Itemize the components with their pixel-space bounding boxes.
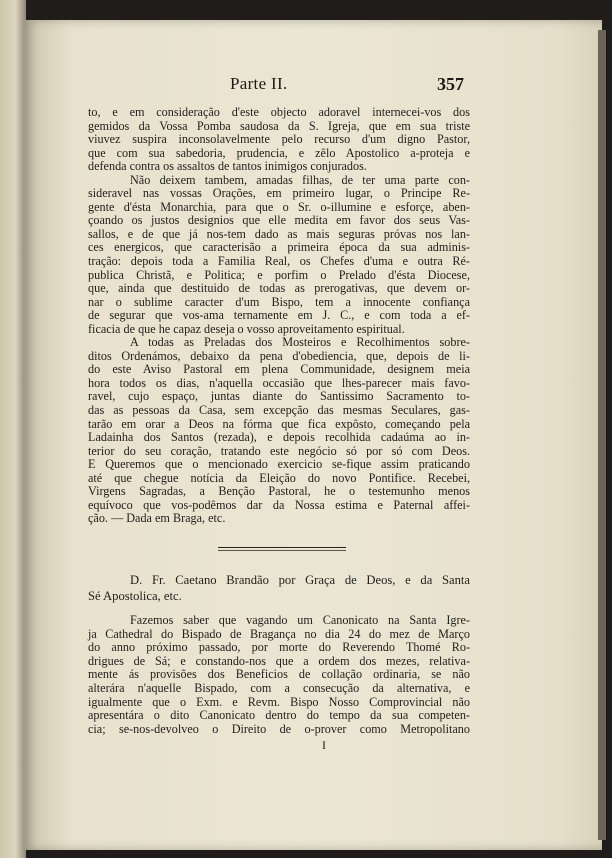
- text-line: sallos, e de que já nos-tem dado as mais seguras próvas nos lan-: [88, 226, 470, 241]
- text-line: alterára n'aquelle Bispado, com a consecução da alternativa, e: [88, 680, 470, 695]
- text-line: ficacia de que he capaz deseja o vosso aproveitamento espiritual.: [88, 321, 405, 336]
- text-line: do anno próximo passado, por morte do Reverendo Thomé Ro-: [88, 640, 470, 655]
- text-line: ravel, cujo espaço, juntas diante do Santissimo Sacramento to-: [88, 389, 470, 404]
- text-line: apresentára o dito Canonicato dentro do tempo da sua competen-: [88, 708, 470, 723]
- text-line: ditos Ordenámos, debaixo da pena d'obediencia, que, depois de li-: [88, 348, 470, 363]
- text-line: ção. — Dada em Braga, etc.: [88, 511, 226, 526]
- decree-body-text: [88, 614, 470, 736]
- text-line: tarão em orar a Deos na fórma que fica expôsto, começando pela: [88, 416, 470, 431]
- body-text: [88, 106, 470, 526]
- decree-heading: [88, 572, 470, 604]
- text-line: sideravel nas vossas Orações, em primeiro lugar, o Principe Re-: [88, 186, 470, 201]
- text-line: que, ainda que destituido de todas as prerogativas, que devem or-: [88, 281, 470, 296]
- text-line: drigues de Sá; e constando-nos que a ordem dos mezes, relativa-: [88, 653, 470, 668]
- text-line: gente d'ésta Monarchia, para que o Sr. o-illumine e esforçe, aben-: [88, 199, 470, 214]
- text-line: defenda contra os assaltos de tantos inimigos conjurados.: [88, 159, 367, 174]
- text-line: do este Aviso Pastoral em plena Communidade, designem meia: [88, 362, 470, 377]
- section-divider-rule: [218, 547, 346, 548]
- text-line: até que chegue notícia da Eleição do novo Pontifice. Recebei,: [88, 470, 470, 485]
- text-line: ja Cathedral do Bispado de Bragança no dia 24 do mez de Março: [88, 626, 470, 641]
- text-line: çoando os justos designios que elle medita em favor dos seus Vas-: [88, 213, 470, 228]
- text-line: mente ás provisões dos Beneficios de collação ordinaria, se não: [88, 667, 470, 682]
- text-line: Sé Apostolica, etc.: [88, 589, 182, 603]
- text-line: to, e em consideração d'este objecto adoravel internecei-vos dos: [88, 105, 470, 119]
- text-line: gemidos da Vossa Pomba saudosa da S. Igreja, que em sua triste: [88, 118, 470, 133]
- text-line: ces energicos, que caracterisão a primeira época da sua adminis-: [88, 240, 470, 255]
- text-line: viuvez suspira inconsolavelmente pelo recurso d'um digno Pastor,: [88, 132, 470, 147]
- text-line: hora todos os dias, n'aquella occasião que lhes-parecer mais favo-: [88, 375, 470, 390]
- text-line: publica Christã, e Politica; e porfim o Prelado d'ésta Diocese,: [88, 267, 470, 282]
- page-fore-edge: [598, 30, 606, 840]
- text-line: que com sua sabedoria, prudencia, e zêlo Apostolico a-proteja e: [88, 145, 470, 160]
- text-line: igualmente que o Exm. e Revm. Bispo Nosso Comprovincial não: [88, 694, 470, 709]
- text-line: A todas as Preladas dos Mosteiros e Recolhimentos sobre-: [130, 335, 470, 350]
- running-head: Parte II.: [230, 74, 288, 93]
- text-line: tração: depois toda a Familia Real, os Chefes d'uma e outra Ré-: [88, 254, 470, 269]
- text-line: terior do seu coração, tratando este negócio só por só com Deos.: [88, 443, 470, 458]
- text-line: Não deixem tambem, amadas filhas, de ter uma parte con-: [130, 172, 470, 187]
- text-line: D. Fr. Caetano Brandão por Graça de Deos, e da Santa: [130, 573, 470, 587]
- text-line: E Queremos que o mencionado exercicio se-fique assim praticando: [88, 457, 470, 472]
- text-line: de segurar que vos-ama ternamente em J. C., e com toda a ef-: [88, 308, 470, 323]
- page-number: 357: [437, 74, 464, 94]
- text-line: equívoco que vos-podêmos dar da Nossa estima e Paternal affei-: [88, 497, 470, 512]
- text-line: Ladainha dos Santos (rezada), e depois recolhida cadaúma ao in-: [88, 430, 470, 445]
- page-header: [0, 74, 612, 96]
- text-line: cia; se-nos-devolveo o Direito de o-prover como Metropolitano: [88, 721, 470, 736]
- facing-page-edge: [0, 0, 26, 858]
- text-line: Fazemos saber que vagando um Canonicato na Santa Igre-: [130, 613, 470, 627]
- text-line: Virgens Sagradas, a Benção Pastoral, he o testemunho menos: [88, 484, 470, 499]
- signature-mark: I: [322, 738, 326, 752]
- text-line: das as pessoas da Casa, sem excepção das mesmas Seculares, gas-: [88, 403, 470, 418]
- text-line: nar o sublime caracter d'um Bispo, tem a innocente confiança: [88, 294, 470, 309]
